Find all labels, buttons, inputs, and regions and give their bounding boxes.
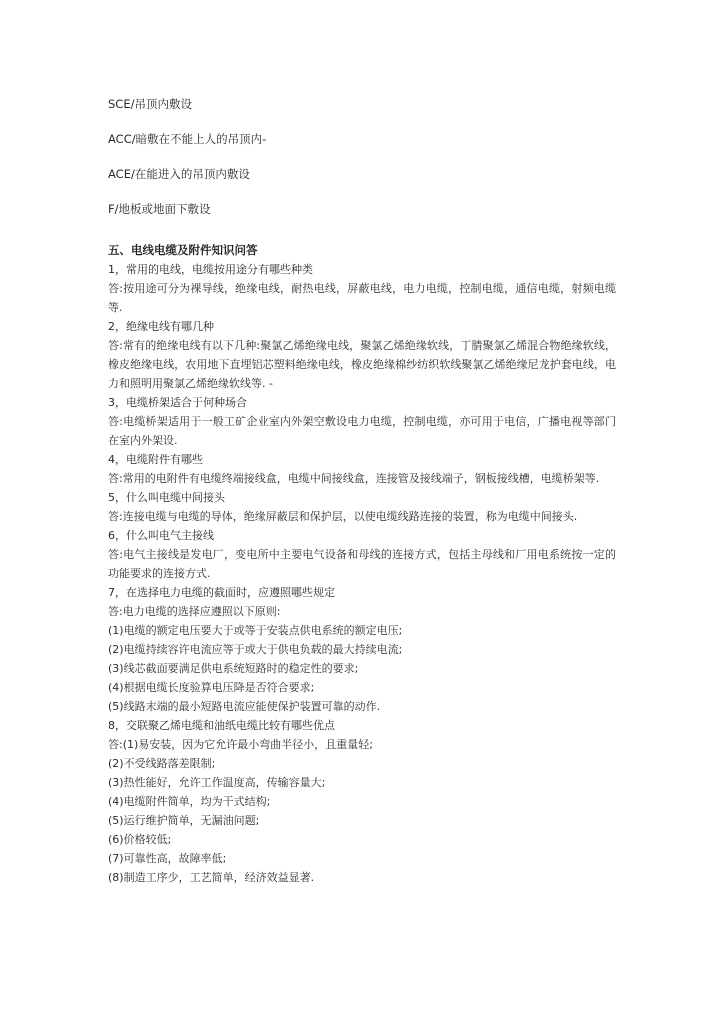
- answer-item: (8)制造工序少，工艺简单，经济效益显著.: [108, 871, 315, 884]
- answer-item: (5)运行维护简单，无漏油问题;: [108, 814, 260, 827]
- answer-item: (3)热性能好，允许工作温度高，传输容量大;: [108, 776, 326, 789]
- answer-item: (1)电缆的额定电压要大于或等于安装点供电系统的额定电压;: [108, 624, 403, 637]
- answer: 答:电气主接线是发电厂，变电所中主要电气设备和母线的连接方式，包括主母线和厂用电系统按一定的功能要求的连接方式.: [108, 548, 616, 580]
- wiring-code-item: ACC/暗敷在不能上人的吊顶内-: [108, 132, 267, 146]
- wiring-code-item: F/地板或地面下敷设: [108, 202, 211, 216]
- wiring-code-item: SCE/吊顶内敷设: [108, 97, 192, 111]
- answer: 答:常有的绝缘电线有以下几种:聚氯乙烯绝缘电线，聚氯乙烯绝缘软线，丁腈聚氯乙烯混合物绝缘软线，橡皮绝缘电线，农用地下直埋铝芯塑料绝缘电线，橡皮绝缘棉纱纺织软线聚氯乙烯绝缘尼龙护套电线，电力和照明用聚氯乙烯绝缘软线等. -: [108, 339, 616, 390]
- section-title: 五、电线电缆及附件知识问答: [108, 243, 258, 257]
- answer-item: (7)可靠性高，故障率低;: [108, 852, 227, 865]
- answer: 答:按用途可分为裸导线，绝缘电线，耐热电线，屏蔽电线，电力电缆，控制电缆，通信电缆，射频电缆等.: [108, 282, 616, 314]
- answer: 答:(1)易安装，因为它允许最小弯曲半径小，且重量轻;: [108, 738, 373, 751]
- answer-item: (5)线路末端的最小短路电流应能使保护装置可靠的动作.: [108, 700, 381, 713]
- wiring-code-item: ACE/在能进入的吊顶内敷设: [108, 167, 250, 181]
- question: 4，电缆附件有哪些: [108, 453, 203, 466]
- question: 3，电缆桥架适合于何种场合: [108, 396, 247, 409]
- qa-body: [108, 260, 616, 887]
- answer-item: (3)线芯截面要满足供电系统短路时的稳定性的要求;: [108, 662, 359, 675]
- answer-item: (2)电缆持续容许电流应等于或大于供电负载的最大持续电流;: [108, 643, 403, 656]
- answer: 答:连接电缆与电缆的导体，绝缘屏蔽层和保护层，以使电缆线路连接的装置，称为电缆中间接头.: [108, 510, 578, 523]
- answer: 答:常用的电附件有电缆终端接线盒，电缆中间接线盒，连接管及接线端子，钢板接线槽，电缆桥架等.: [108, 472, 600, 485]
- question: 8，交联聚乙烯电缆和油纸电缆比较有哪些优点: [108, 719, 335, 732]
- answer-item: (4)根据电缆长度验算电压降是否符合要求;: [108, 681, 315, 694]
- question: 6，什么叫电气主接线: [108, 529, 214, 542]
- question: 7，在选择电力电缆的截面时，应遵照哪些规定: [108, 586, 335, 599]
- answer: 答:电缆桥架适用于一般工矿企业室内外架空敷设电力电缆，控制电缆，亦可用于电信，广播电视等部门在室内外架设.: [108, 415, 616, 447]
- wiring-code-list: [108, 96, 616, 217]
- question: 2，绝缘电线有哪几种: [108, 320, 214, 333]
- answer-item: (2)不受线路落差限制;: [108, 757, 216, 770]
- answer-item: (4)电缆附件简单，均为干式结构;: [108, 795, 271, 808]
- answer: 答:电力电缆的选择应遵照以下原则:: [108, 605, 281, 618]
- question: 1，常用的电线，电缆按用途分有哪些种类: [108, 263, 313, 276]
- question: 5，什么叫电缆中间接头: [108, 491, 225, 504]
- answer-item: (6)价格较低;: [108, 833, 172, 846]
